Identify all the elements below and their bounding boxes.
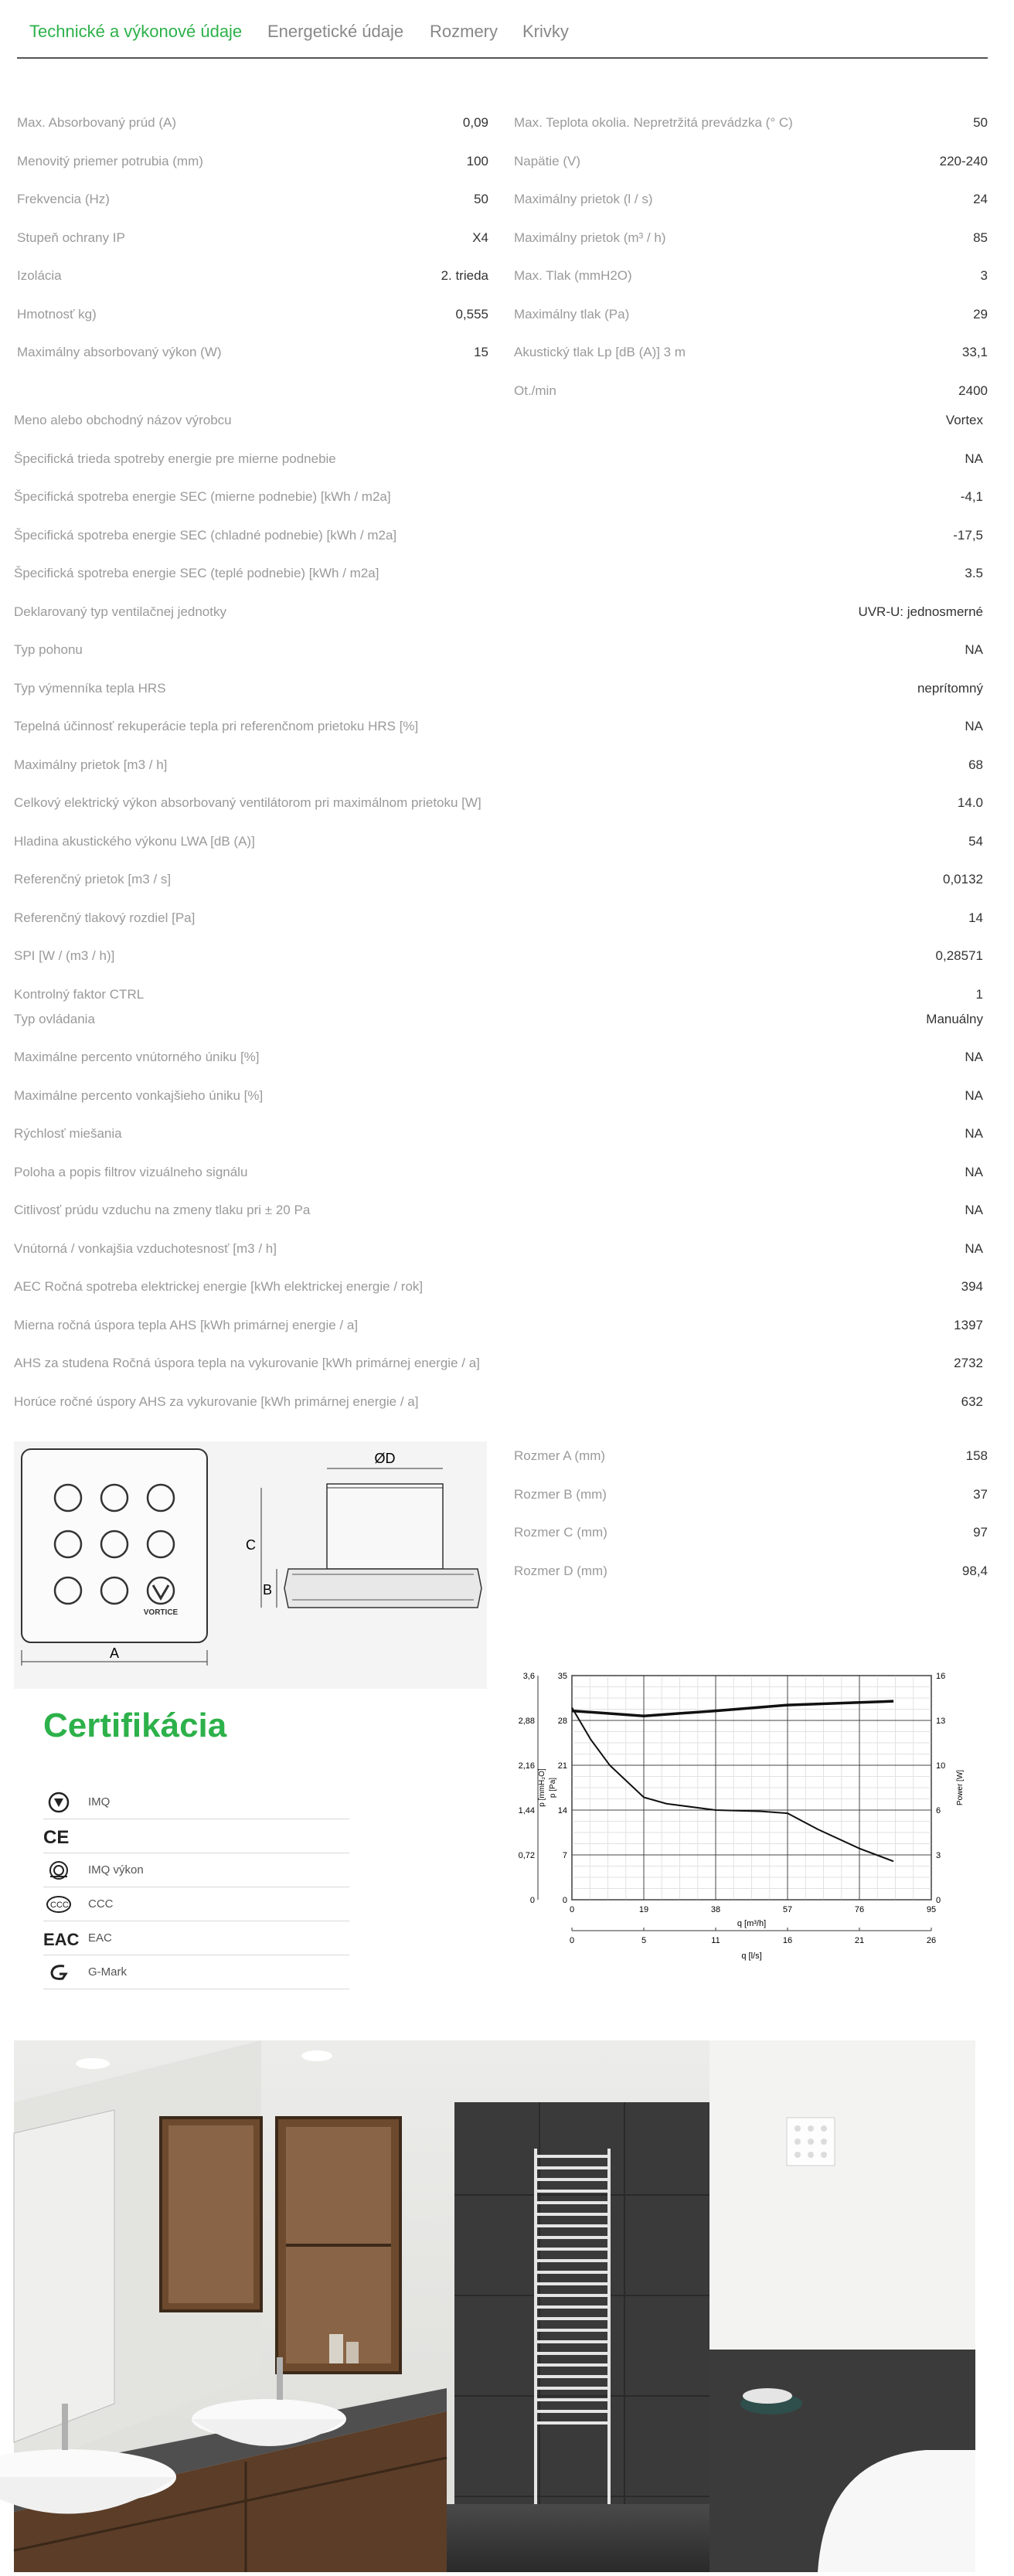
y-tick-label: 35	[557, 1672, 567, 1681]
spec-label: Rozmer D (mm)	[514, 1563, 607, 1578]
spec-value: 3.5	[965, 566, 983, 580]
tab-curves[interactable]: Krivky	[522, 22, 569, 41]
spec-label: SPI [W / (m3 / h)]	[14, 948, 115, 963]
spec-label: Deklarovaný typ ventilačnej jednotky	[14, 604, 226, 619]
spec-label: Horúce ročné úspory AHS za vykurovanie [kWh primárnej energie / a]	[14, 1393, 419, 1409]
y-tick-label-mmh2o: 0	[529, 1896, 535, 1905]
spec-label: Rozmer C (mm)	[514, 1525, 607, 1540]
spec-row	[14, 1084, 983, 1108]
spec-label: Typ výmenníka tepla HRS	[14, 680, 166, 696]
spec-row	[514, 264, 988, 288]
spec-value: 0,28571	[935, 948, 983, 963]
y-tick-label-mmh2o: 2,88	[518, 1717, 535, 1726]
ceiling-light	[76, 2058, 110, 2069]
spec-row	[14, 638, 983, 662]
spec-label: Maximálne percento vnútorného úniku [%]	[14, 1050, 260, 1064]
performance-chart	[502, 1662, 997, 1963]
spec-value: NA	[965, 1240, 983, 1256]
x-tick-label: 76	[854, 1905, 865, 1914]
spec-value: 2732	[954, 1356, 983, 1370]
y-tick-label-power: 16	[936, 1672, 946, 1681]
spec-row	[14, 791, 983, 815]
spec-row	[14, 1390, 983, 1414]
x-tick-label: 0	[569, 1905, 575, 1914]
spec-row	[17, 264, 488, 288]
spec-row	[14, 1199, 983, 1222]
spec-label: Rozmer B (mm)	[514, 1486, 607, 1502]
spec-label: Maximálny tlak (Pa)	[514, 306, 630, 322]
x2-axis-label: q [l/s]	[741, 1952, 762, 1961]
spec-row	[514, 150, 988, 173]
spec-label: Hmotnosť kg)	[17, 306, 97, 322]
certification-title: Certifikácia	[43, 1707, 227, 1744]
spec-row	[14, 485, 983, 509]
spec-value: 220-240	[939, 153, 988, 168]
spec-label: Kontrolný faktor CTRL	[14, 986, 145, 1002]
spec-value: X4	[472, 230, 488, 245]
tab-energy[interactable]: Energetické údaje	[267, 22, 404, 41]
x2-tick-label: 16	[782, 1936, 793, 1945]
spec-row	[514, 188, 988, 211]
svg-text:EAC: EAC	[43, 1929, 80, 1949]
spec-label: Max. Absorbovaný prúd (A)	[17, 115, 176, 130]
certification-label: CCC	[88, 1897, 114, 1911]
spec-label: Maximálne percento vonkajšieho úniku [%]	[14, 1087, 264, 1103]
spec-label: Špecifická spotreba energie SEC (chladné podnebie) [kWh / m2a]	[14, 527, 397, 543]
spec-row	[14, 562, 983, 585]
spec-value: 50	[474, 192, 488, 206]
spec-label: Frekvencia (Hz)	[17, 192, 110, 206]
spec-label: Akustický tlak Lp [dB (A)] 3 m	[514, 345, 686, 359]
spec-value: 0,555	[455, 306, 488, 322]
certification-item	[43, 1785, 349, 1819]
spec-value: 1	[975, 986, 983, 1002]
spec-value: 2400	[958, 383, 988, 398]
spec-value: 2. trieda	[441, 268, 488, 283]
spec-value: -17,5	[953, 527, 983, 543]
spec-label: Napätie (V)	[514, 153, 580, 168]
spec-value: 68	[968, 757, 983, 772]
spec-row	[14, 1046, 983, 1069]
spec-label: Max. Teplota okolia. Nepretržitá prevádzka (° C)	[514, 115, 793, 130]
spec-value: 0,09	[462, 115, 488, 130]
spec-row	[14, 1122, 983, 1145]
front-view-plate	[22, 1449, 207, 1642]
y-tick-label: 21	[557, 1761, 567, 1771]
spec-row	[14, 1161, 983, 1184]
certification-label: EAC	[88, 1931, 112, 1945]
spec-label: AHS za studena Ročná úspora tepla na vykurovanie [kWh primárnej energie / a]	[14, 1356, 480, 1370]
spec-value: 14.0	[957, 795, 983, 810]
y-tick-label: 28	[557, 1717, 567, 1726]
certification-label: IMQ	[88, 1795, 111, 1809]
spec-value: 33,1	[961, 345, 988, 359]
spec-value: 98,4	[961, 1563, 988, 1578]
y-tick-label-mmh2o: 3,6	[522, 1672, 535, 1681]
y-tick-label-power: 13	[936, 1717, 946, 1726]
spec-label: Stupeň ochrany IP	[17, 230, 125, 245]
spec-row	[14, 1008, 983, 1031]
imq-icon	[43, 1791, 74, 1814]
spec-row	[14, 944, 983, 968]
spec-row	[17, 111, 488, 134]
spec-value: NA	[965, 1203, 983, 1217]
spec-value: -4,1	[960, 489, 983, 504]
spec-value: Vortex	[945, 413, 983, 427]
spec-value: 158	[965, 1448, 988, 1463]
spec-label: Špecifická trieda spotreby energie pre mierne podnebie	[14, 451, 336, 466]
y-tick-label: 0	[562, 1896, 567, 1905]
y-tick-label-power: 6	[936, 1806, 941, 1815]
x2-tick-label: 21	[854, 1936, 865, 1945]
spec-label: Referenčný tlakový rozdiel [Pa]	[14, 910, 196, 925]
spec-row	[17, 188, 488, 211]
spec-row	[514, 226, 988, 250]
x2-tick-label: 11	[711, 1936, 720, 1945]
certification-item	[43, 1955, 349, 1989]
y-tick-label-power: 3	[936, 1851, 941, 1860]
certification-item	[43, 1819, 349, 1853]
spec-label: Mierna ročná úspora tepla AHS [kWh primárnej energie / a]	[14, 1317, 359, 1332]
spec-label: Špecifická spotreba energie SEC (mierne podnebie) [kWh / m2a]	[14, 489, 391, 504]
x-axis-label: q [m³/h]	[737, 1919, 767, 1928]
spec-row	[514, 379, 988, 403]
spec-value: NA	[965, 642, 983, 657]
x-tick-label: 57	[782, 1905, 793, 1914]
x2-tick-label: 0	[569, 1936, 575, 1945]
spec-row	[514, 303, 988, 326]
y-tick-label-mmh2o: 0,72	[518, 1851, 535, 1860]
spec-row	[14, 447, 983, 471]
spec-value: 632	[961, 1393, 983, 1409]
svg-text:CE: CE	[43, 1826, 70, 1848]
ccc-icon	[43, 1893, 74, 1916]
x-tick-label: 19	[638, 1905, 649, 1914]
certification-item	[43, 1887, 349, 1921]
spec-row	[17, 341, 488, 364]
spec-value: 29	[973, 306, 988, 322]
x-tick-label: 38	[710, 1905, 721, 1914]
spec-value: 15	[474, 345, 488, 359]
spec-row	[14, 754, 983, 777]
spec-label: Celkový elektrický výkon absorbovaný ventilátorom pri maximálnom prietoku [W]	[14, 795, 481, 810]
y-tick-label-mmh2o: 1,44	[518, 1806, 535, 1815]
spec-value: 14	[968, 910, 983, 925]
spec-label: Tepelná účinnosť rekuperácie tepla pri referenčnom prietoku HRS [%]	[14, 719, 419, 733]
svg-text:VORTICE: VORTICE	[143, 1608, 179, 1617]
spec-label: AEC Ročná spotreba elektrickej energie [kWh elektrickej energie / rok]	[14, 1279, 424, 1294]
spec-label: Menovitý priemer potrubia (mm)	[17, 153, 203, 168]
eac-icon	[43, 1927, 80, 1950]
imq-performance-icon	[43, 1859, 74, 1882]
spec-row	[514, 1483, 988, 1506]
x2-tick-label: 5	[641, 1936, 647, 1945]
spec-row	[17, 226, 488, 250]
spec-row	[514, 341, 988, 364]
y-tick-label-power: 0	[936, 1896, 941, 1905]
y-axis-label-power: Power [W]	[956, 1769, 965, 1806]
ce-icon	[43, 1825, 74, 1848]
spec-value: 24	[973, 192, 988, 206]
spec-value: Manuálny	[926, 1012, 983, 1026]
spec-value: 37	[973, 1486, 988, 1502]
y-axis-label: p [Pa]	[549, 1777, 557, 1798]
tab-bar	[17, 0, 988, 59]
spec-label: Rýchlosť miešania	[14, 1126, 122, 1141]
y-tick-label-mmh2o: 2,16	[518, 1761, 535, 1771]
spec-label: Typ ovládania	[14, 1012, 95, 1026]
spec-row	[14, 715, 983, 738]
spec-label: Meno alebo obchodný názov výrobcu	[14, 413, 232, 427]
spec-label: Maximálny prietok (m³ / h)	[514, 230, 666, 245]
g-mark-icon	[43, 1961, 74, 1984]
spec-value: UVR-U: jednosmerné	[858, 604, 983, 619]
spec-label: Vnútorná / vonkajšia vzduchotesnosť [m3 / h]	[14, 1240, 277, 1256]
spec-label: Ot./min	[514, 383, 556, 398]
label-c: C	[246, 1537, 256, 1553]
label-b: B	[263, 1582, 273, 1598]
spec-label: Rozmer A (mm)	[514, 1448, 606, 1463]
y-tick-label-power: 10	[936, 1761, 946, 1771]
spec-label: Maximálny prietok (l / s)	[514, 192, 653, 206]
spec-value: NA	[965, 1126, 983, 1141]
side-view-duct	[327, 1484, 443, 1569]
spec-row	[14, 1275, 983, 1298]
spec-label: Referenčný prietok [m3 / s]	[14, 872, 172, 886]
label-d: ØD	[374, 1451, 396, 1466]
x-tick-label: 95	[926, 1905, 937, 1914]
spec-value: NA	[965, 1164, 983, 1179]
spec-row	[514, 1521, 988, 1544]
spec-row	[514, 1445, 988, 1468]
spec-label: Poloha a popis filtrov vizuálneho signálu	[14, 1164, 248, 1179]
y-tick-label: 14	[557, 1806, 567, 1815]
spec-row	[14, 409, 983, 432]
spec-row	[14, 601, 983, 624]
y-tick-label: 7	[562, 1851, 567, 1860]
spec-row	[14, 868, 983, 891]
spec-row	[14, 524, 983, 547]
spec-label: Maximálny absorbovaný výkon (W)	[17, 345, 222, 359]
tab-dimensions[interactable]: Rozmery	[430, 22, 498, 41]
product-installation-photo	[14, 2040, 975, 2572]
spec-value: 50	[973, 115, 988, 130]
spec-value: NA	[965, 719, 983, 733]
certification-label: G-Mark	[88, 1965, 127, 1979]
spec-row	[14, 1352, 983, 1375]
spec-label: Špecifická spotreba energie SEC (teplé podnebie) [kWh / m2a]	[14, 566, 379, 580]
dimension-drawing	[14, 1441, 487, 1689]
spec-row	[14, 983, 983, 1006]
spec-row	[14, 830, 983, 853]
svg-text:CCC: CCC	[50, 1900, 69, 1910]
spec-value: 394	[961, 1279, 983, 1294]
spec-label: Hladina akustického výkonu LWA [dB (A)]	[14, 833, 255, 849]
spec-label: Maximálny prietok [m3 / h]	[14, 757, 168, 772]
tiled-wall	[454, 2102, 709, 2572]
spec-value: 1397	[954, 1317, 983, 1332]
spec-row	[14, 1314, 983, 1337]
spec-row	[14, 907, 983, 930]
certification-label: IMQ výkon	[88, 1863, 144, 1877]
certification-item	[43, 1853, 349, 1887]
spec-value: 0,0132	[943, 872, 983, 886]
spec-value: 54	[968, 833, 983, 849]
spec-value: 97	[973, 1525, 988, 1540]
spec-label: Citlivosť prúdu vzduchu na zmeny tlaku pri ± 20 Pa	[14, 1203, 311, 1217]
spec-value: 3	[980, 268, 988, 283]
tab-technical[interactable]: Technické a výkonové údaje	[29, 22, 243, 41]
spec-row	[17, 150, 488, 173]
spec-row	[514, 111, 988, 134]
spec-row	[17, 303, 488, 326]
spec-label: Izolácia	[17, 268, 62, 283]
spec-label: Max. Tlak (mmH2O)	[514, 268, 632, 283]
spec-value: NA	[965, 451, 983, 466]
spec-value: NA	[965, 1087, 983, 1103]
ceiling-light	[301, 2050, 332, 2061]
y-axis-label-mmh2o: p [mmH₂O]	[538, 1768, 546, 1807]
spec-row	[14, 1237, 983, 1261]
spec-row	[514, 1560, 988, 1583]
spec-row	[14, 677, 983, 700]
certification-item	[43, 1921, 349, 1955]
spec-value: NA	[965, 1050, 983, 1064]
x2-tick-label: 26	[926, 1936, 937, 1945]
spec-value: neprítomný	[917, 680, 983, 696]
spec-label: Typ pohonu	[14, 642, 83, 657]
label-a: A	[109, 1645, 120, 1661]
spec-value: 85	[973, 230, 988, 245]
spec-value: 100	[466, 153, 488, 168]
